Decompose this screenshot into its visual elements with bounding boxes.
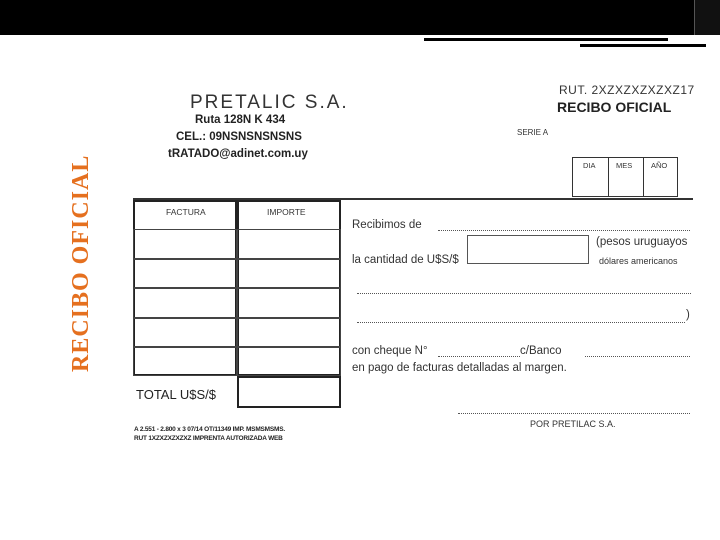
banco-label: c/Banco xyxy=(520,345,562,357)
table-row[interactable] xyxy=(133,347,237,376)
amount-words-line[interactable] xyxy=(357,322,685,323)
table-row[interactable] xyxy=(133,288,237,318)
slide-side-title: RECIBO OFICIAL xyxy=(68,154,94,372)
close-paren: ) xyxy=(686,309,690,321)
company-email: tRATADO@adinet.com.uy xyxy=(168,148,308,160)
table-row[interactable] xyxy=(133,318,237,347)
decorative-line xyxy=(580,44,706,47)
slide-top-bar-accent xyxy=(694,0,720,35)
recibimos-label: Recibimos de xyxy=(352,219,422,231)
cheque-label: con cheque N° xyxy=(352,345,428,357)
amount-field[interactable] xyxy=(467,235,589,264)
dolares-label: dólares americanos xyxy=(599,256,678,266)
table-row[interactable] xyxy=(237,259,341,288)
recibimos-line[interactable] xyxy=(438,230,690,231)
cantidad-label: la cantidad de U$S/$ xyxy=(352,254,459,266)
banco-line[interactable] xyxy=(585,356,690,357)
decorative-line xyxy=(424,38,668,41)
date-year-label: AÑO xyxy=(651,161,668,170)
amount-words-line[interactable] xyxy=(357,293,691,294)
company-address: Ruta 128N K 434 xyxy=(195,114,286,126)
slide-top-bar xyxy=(0,0,720,35)
total-cell[interactable] xyxy=(237,376,341,408)
table-row[interactable] xyxy=(237,229,341,259)
date-box xyxy=(572,157,678,197)
importe-header: IMPORTE xyxy=(267,207,306,217)
date-day-label: DIA xyxy=(583,161,596,170)
pago-label: en pago de facturas detalladas al margen. xyxy=(352,362,567,374)
cheque-number-line[interactable] xyxy=(438,356,520,357)
table-row[interactable] xyxy=(237,347,341,376)
signature-label: POR PRETILAC S.A. xyxy=(530,419,616,429)
total-label: TOTAL U$S/$ xyxy=(136,387,216,402)
invoice-table xyxy=(133,200,341,406)
table-row[interactable] xyxy=(237,318,341,347)
receipt-rut: RUT. 2XZXZXZXZXZ17 xyxy=(559,83,695,97)
pesos-label: (pesos uruguayos xyxy=(596,236,688,248)
receipt-title: RECIBO OFICIAL xyxy=(557,99,672,115)
company-name: PRETALIC S.A. xyxy=(190,92,349,113)
table-row[interactable] xyxy=(133,259,237,288)
table-row[interactable] xyxy=(133,229,237,259)
signature-line[interactable] xyxy=(458,413,690,414)
date-month-label: MES xyxy=(616,161,633,170)
company-phone: CEL.: 09NSNSNSNSNS xyxy=(176,131,302,143)
table-row[interactable] xyxy=(237,288,341,318)
factura-header: FACTURA xyxy=(166,207,206,217)
footer-line-1: A 2.551 - 2.800 x 3 07/14 OT/11349 IMP. MSMSMSMS. xyxy=(134,426,285,433)
serie-label: SERIE A xyxy=(517,128,549,137)
footer-line-2: RUT 1XZXZXZXZXZ IMPRENTA AUTORIZADA WEB xyxy=(134,435,283,442)
